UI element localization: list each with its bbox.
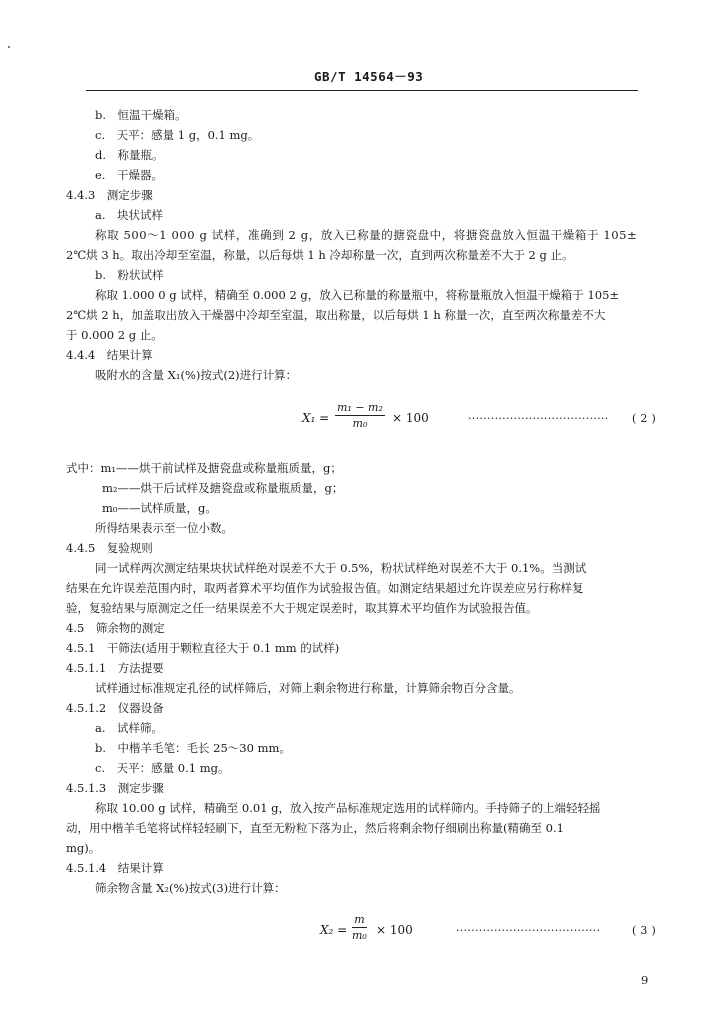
page-number: 9: [641, 973, 649, 987]
item-c-balance: c. 天平：感量 1 g，0.1 mg。: [95, 128, 260, 142]
formula-3-number: ( 3 ): [632, 924, 657, 937]
paragraph-line: 动，用中楷羊毛笔将试样轻轻刷下，直至无粉粒下落为止，然后将剩余物仔细刷出称量(精确至 0.1: [66, 821, 564, 835]
paragraph-line: 结果在允许误差范围内时，取两者算术平均值作为试验报告值。如测定结果超过允许误差应另行称样复: [66, 581, 584, 595]
paragraph-line: 称取 10.00 g 试样，精确至 0.01 g，放入按产品标准规定选用的试样筛内。手持筛子的上端轻轻摇: [95, 801, 601, 815]
formula-2-denominator: m₀: [352, 417, 368, 430]
section-4-5-1-4-heading: 4.5.1.4 结果计算: [66, 861, 164, 875]
item-d-weighing-bottle: d. 称量瓶。: [95, 148, 164, 162]
item-b-thermostatic-oven: b. 恒温干燥箱。: [95, 108, 187, 122]
section-4-4-5-heading: 4.4.5 复验规则: [66, 541, 153, 555]
symbol-m1-definition: 式中：m₁——烘干前试样及搪瓷盘或称量瓶质量，g；: [66, 461, 342, 475]
formula-3-multiplier: × 100: [376, 923, 413, 937]
symbol-m0-definition: m₀——试样质量，g。: [102, 501, 217, 515]
formula-2-multiplier: × 100: [392, 411, 429, 425]
formula-3-fraction: [352, 913, 367, 942]
paragraph-line: 筛余物含量 X₂(%)按式(3)进行计算：: [95, 881, 286, 895]
scan-speck: [8, 46, 10, 48]
formula-2-fraction: [335, 401, 385, 430]
paragraph-line: 于 0.000 2 g 止。: [66, 328, 163, 342]
formula-3-denominator: m₀: [352, 929, 367, 942]
formula-2-numerator: m₁ − m₂: [337, 401, 383, 414]
item-a-test-sieve: a. 试样筛。: [95, 721, 164, 735]
header-rule: [86, 90, 638, 91]
standard-header: GB/T 14564－93: [314, 69, 424, 84]
formula-2-leader-dots: ·····································: [468, 412, 609, 425]
item-e-desiccator: e. 干燥器。: [95, 168, 163, 182]
section-4-5-1-2-heading: 4.5.1.2 仪器设备: [66, 701, 164, 715]
formula-3-numerator: m: [354, 913, 365, 926]
section-4-5-1-3-heading: 4.5.1.3 测定步骤: [66, 781, 164, 795]
paragraph-line: 验，复验结果与原测定之任一结果误差不大于规定误差时，取其算术平均值作为试验报告值。: [66, 601, 538, 615]
formula-2-lhs: X₁ =: [302, 411, 330, 425]
formula-3-leader-dots: ······································: [456, 924, 601, 937]
section-4-5-heading: 4.5 筛余物的测定: [66, 621, 165, 635]
item-a-lump-sample: a. 块状试样: [95, 208, 164, 222]
paragraph-line: 试样通过标准规定孔径的试样筛后，对筛上剩余物进行称量，计算筛余物百分含量。: [95, 681, 521, 695]
formula-3-lhs: X₂ =: [320, 923, 348, 937]
paragraph-line: 称取 1.000 0 g 试样，精确至 0.000 2 g，放入已称量的称量瓶中，将称量瓶放入恒温干燥箱于 105±: [95, 288, 620, 302]
item-c-balance: c. 天平：感量 0.1 mg。: [95, 761, 230, 775]
symbol-m2-definition: m₂——烘干后试样及搪瓷盘或称量瓶质量，g；: [102, 481, 344, 495]
item-b-brush: b. 中楷羊毛笔：毛长 25～30 mm。: [95, 741, 291, 755]
paragraph-line: 吸附水的含量 X₁(%)按式(2)进行计算：: [95, 368, 298, 382]
item-b-powder-sample: b. 粉状试样: [95, 268, 164, 282]
paragraph-line: 同一试样两次测定结果块状试样绝对误差不大于 0.5%，粉状试样绝对误差不大于 0.1%。当测试: [95, 561, 587, 575]
formula-2-number: ( 2 ): [632, 412, 657, 425]
paragraph-line: 所得结果表示至一位小数。: [95, 521, 233, 535]
paragraph-line: 称取 500～1 000 g 试样，准确到 2 g，放入已称量的搪瓷盘中，将搪瓷盘放入恒温干燥箱于 105±: [95, 228, 638, 242]
section-4-5-1-heading: 4.5.1 干筛法(适用于颗粒直径大于 0.1 mm 的试样): [66, 641, 340, 655]
paragraph-line: 2℃烘 3 h。取出冷却至室温，称量，以后每烘 1 h 冷却称量一次，直到两次称量差不大于 2 g 止。: [66, 248, 574, 262]
paragraph-line: 2℃烘 2 h，加盖取出放入干燥器中冷却至室温，取出称量，以后每烘 1 h 称量一次，直至两次称量差不大: [66, 308, 606, 322]
section-4-4-4-heading: 4.4.4 结果计算: [66, 348, 153, 362]
section-4-4-3-heading: 4.4.3 测定步骤: [66, 188, 153, 202]
paragraph-line: mg)。: [66, 841, 101, 855]
section-4-5-1-1-heading: 4.5.1.1 方法提要: [66, 661, 164, 675]
